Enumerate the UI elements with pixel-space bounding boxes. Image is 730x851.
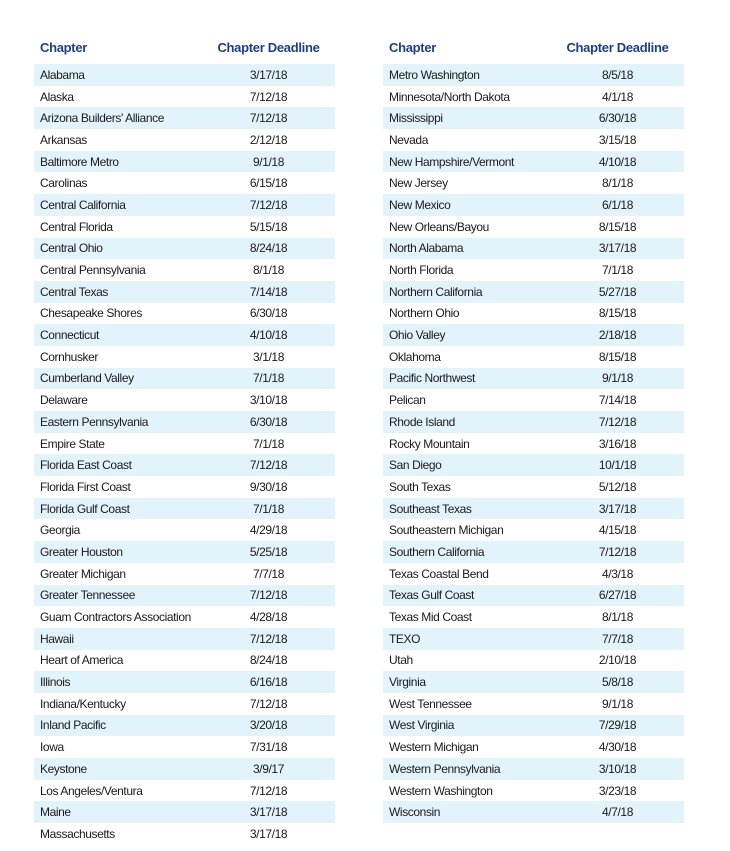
chapter-name-cell: Delaware <box>40 393 88 408</box>
deadline-cell: 7/12/18 <box>249 696 288 711</box>
chapter-name-cell: Florida Gulf Coast <box>40 501 130 516</box>
chapter-name-cell: Cumberland Valley <box>40 371 134 386</box>
deadline-cell: 6/15/18 <box>249 176 288 191</box>
table-row <box>34 606 335 628</box>
deadline-cell: 3/17/18 <box>598 501 637 516</box>
chapter-name-cell: Utah <box>389 653 413 668</box>
deadline-cell: 7/14/18 <box>598 393 637 408</box>
table-row <box>383 64 684 86</box>
chapter-column-header: Chapter <box>389 39 437 55</box>
table-row <box>383 563 684 585</box>
chapter-name-cell: Georgia <box>40 523 80 538</box>
table-row <box>383 454 684 476</box>
table-row <box>34 736 335 758</box>
table-row <box>34 324 335 346</box>
table-row <box>383 216 684 238</box>
deadline-column-header: Chapter Deadline <box>566 39 669 55</box>
table-row <box>34 650 335 672</box>
chapter-name-cell: Rhode Island <box>389 414 455 429</box>
deadline-cell: 7/29/18 <box>598 718 637 733</box>
table-row <box>34 368 335 390</box>
table-row <box>383 259 684 281</box>
deadline-cell: 7/12/18 <box>598 544 637 559</box>
deadline-cell: 3/1/18 <box>253 349 284 364</box>
deadline-cell: 3/17/18 <box>249 805 288 820</box>
deadline-cell: 7/1/18 <box>253 371 284 386</box>
deadline-cell: 7/14/18 <box>249 284 288 299</box>
table-header <box>383 36 684 58</box>
deadline-cell: 7/1/18 <box>602 263 633 278</box>
deadline-cell: 4/3/18 <box>602 566 633 581</box>
chapter-name-cell: Arizona Builders' Alliance <box>40 111 164 126</box>
table-row <box>34 238 335 260</box>
chapter-name-cell: Central Ohio <box>40 241 103 256</box>
chapter-name-cell: Carolinas <box>40 176 88 191</box>
chapter-name-cell: Texas Gulf Coast <box>389 588 474 603</box>
deadline-cell: 8/5/18 <box>602 67 633 82</box>
chapter-name-cell: Ohio Valley <box>389 328 446 343</box>
deadline-cell: 5/27/18 <box>598 284 637 299</box>
chapter-name-cell: North Alabama <box>389 241 464 256</box>
chapter-name-cell: Keystone <box>40 761 87 776</box>
table-row <box>34 86 335 108</box>
deadline-cell: 3/15/18 <box>598 132 637 147</box>
table-row <box>34 628 335 650</box>
chapter-name-cell: Cornhusker <box>40 349 99 364</box>
table-row <box>383 194 684 216</box>
chapter-name-cell: Central California <box>40 197 126 212</box>
table-row <box>383 693 684 715</box>
deadline-cell: 3/20/18 <box>249 718 288 733</box>
chapter-name-cell: New Hampshire/Vermont <box>389 154 514 169</box>
chapter-name-cell: Western Washington <box>389 783 493 798</box>
table-row <box>34 151 335 173</box>
chapter-name-cell: Iowa <box>40 740 64 755</box>
table-row <box>34 194 335 216</box>
table-row <box>383 411 684 433</box>
chapter-name-cell: Northern California <box>389 284 483 299</box>
deadline-cell: 9/30/18 <box>249 479 288 494</box>
deadline-cell: 9/1/18 <box>602 696 633 711</box>
deadline-cell: 7/31/18 <box>249 740 288 755</box>
table-row <box>383 238 684 260</box>
deadline-cell: 7/1/18 <box>253 436 284 451</box>
table-row <box>34 172 335 194</box>
table-row <box>34 281 335 303</box>
deadline-cell: 5/8/18 <box>602 675 633 690</box>
deadline-cell: 5/12/18 <box>598 479 637 494</box>
deadline-cell: 9/1/18 <box>253 154 284 169</box>
chapter-name-cell: South Texas <box>389 479 451 494</box>
chapter-name-cell: Northern Ohio <box>389 306 460 321</box>
chapter-name-cell: Maine <box>40 805 71 820</box>
deadline-cell: 3/17/18 <box>249 826 288 841</box>
chapter-name-cell: Alabama <box>40 67 85 82</box>
deadline-cell: 7/12/18 <box>249 111 288 126</box>
chapter-name-cell: Central Texas <box>40 284 108 299</box>
chapter-name-cell: Eastern Pennsylvania <box>40 414 149 429</box>
table-row <box>34 693 335 715</box>
deadline-cell: 8/1/18 <box>253 263 284 278</box>
deadline-cell: 4/7/18 <box>602 805 633 820</box>
table-row <box>383 172 684 194</box>
chapter-name-cell: Central Pennsylvania <box>40 263 146 278</box>
deadline-cell: 2/10/18 <box>598 653 637 668</box>
chapter-name-cell: Minnesota/North Dakota <box>389 89 510 104</box>
chapter-name-cell: Alaska <box>40 89 74 104</box>
deadline-cell: 10/1/18 <box>598 458 637 473</box>
chapter-name-cell: New Jersey <box>389 176 448 191</box>
table-row <box>34 498 335 520</box>
table-row <box>383 433 684 455</box>
table-row <box>383 606 684 628</box>
table-row <box>34 303 335 325</box>
chapter-name-cell: Oklahoma <box>389 349 441 364</box>
chapter-name-cell: Hawaii <box>40 631 74 646</box>
table-row <box>383 801 684 823</box>
chapter-name-cell: New Mexico <box>389 197 451 212</box>
table-row <box>383 389 684 411</box>
table-row <box>34 64 335 86</box>
deadline-cell: 7/1/18 <box>253 501 284 516</box>
chapter-name-cell: Pacific Northwest <box>389 371 475 386</box>
table-row <box>34 715 335 737</box>
deadline-cell: 3/16/18 <box>598 436 637 451</box>
chapter-name-cell: Texas Mid Coast <box>389 610 472 625</box>
table-row <box>383 129 684 151</box>
table-row <box>383 628 684 650</box>
chapter-name-cell: Southeast Texas <box>389 501 472 516</box>
deadline-cell: 8/15/18 <box>598 306 637 321</box>
table-row <box>383 151 684 173</box>
table-row <box>34 585 335 607</box>
chapter-column-header: Chapter <box>40 39 88 55</box>
chapter-name-cell: West Virginia <box>389 718 455 733</box>
table-header <box>34 36 335 58</box>
chapter-name-cell: Western Michigan <box>389 740 479 755</box>
table-row <box>383 780 684 802</box>
deadline-cell: 2/18/18 <box>598 328 637 343</box>
deadline-cell: 8/15/18 <box>598 219 637 234</box>
chapter-name-cell: TEXO <box>389 631 421 646</box>
table-row <box>34 563 335 585</box>
chapter-name-cell: Pelican <box>389 393 426 408</box>
deadline-cell: 7/7/18 <box>602 631 633 646</box>
table-row <box>34 519 335 541</box>
chapter-name-cell: New Orleans/Bayou <box>389 219 489 234</box>
deadline-cell: 5/25/18 <box>249 544 288 559</box>
table-row <box>34 541 335 563</box>
table-row <box>383 281 684 303</box>
chapter-name-cell: Chesapeake Shores <box>40 306 142 321</box>
deadline-cell: 9/1/18 <box>602 371 633 386</box>
table-row <box>34 107 335 129</box>
table-row <box>383 107 684 129</box>
deadline-cell: 3/17/18 <box>249 67 288 82</box>
deadline-cell: 7/12/18 <box>249 89 288 104</box>
table-row <box>34 216 335 238</box>
deadline-column-header: Chapter Deadline <box>217 39 320 55</box>
table-row <box>34 671 335 693</box>
chapter-name-cell: Florida First Coast <box>40 479 131 494</box>
table-row <box>34 129 335 151</box>
deadline-cell: 4/10/18 <box>598 154 637 169</box>
chapter-name-cell: Heart of America <box>40 653 123 668</box>
table-row <box>34 476 335 498</box>
chapter-name-cell: Mississippi <box>389 111 443 126</box>
chapter-name-cell: Rocky Mountain <box>389 436 470 451</box>
deadline-cell: 4/1/18 <box>602 89 633 104</box>
chapter-name-cell: San Diego <box>389 458 442 473</box>
deadline-cell: 3/10/18 <box>249 393 288 408</box>
table-row <box>34 433 335 455</box>
table-row <box>34 411 335 433</box>
table-row <box>34 346 335 368</box>
chapter-name-cell: West Tennessee <box>389 696 472 711</box>
table-row <box>34 758 335 780</box>
table-row <box>34 389 335 411</box>
deadline-cell: 6/30/18 <box>249 414 288 429</box>
chapter-name-cell: Arkansas <box>40 132 87 147</box>
deadline-cell: 7/12/18 <box>249 197 288 212</box>
table-row <box>383 585 684 607</box>
deadline-cell: 7/12/18 <box>249 588 288 603</box>
deadline-cell: 8/24/18 <box>249 241 288 256</box>
table-body <box>34 64 335 845</box>
right-deadline-table <box>383 36 684 823</box>
deadline-cell: 6/30/18 <box>249 306 288 321</box>
deadline-cell: 7/7/18 <box>253 566 284 581</box>
table-row <box>383 519 684 541</box>
deadline-cell: 8/24/18 <box>249 653 288 668</box>
table-row <box>34 823 335 845</box>
chapter-name-cell: Los Angeles/Ventura <box>40 783 143 798</box>
deadline-cell: 4/28/18 <box>249 610 288 625</box>
table-row <box>383 758 684 780</box>
table-row <box>383 303 684 325</box>
table-row <box>383 324 684 346</box>
chapter-name-cell: Texas Coastal Bend <box>389 566 489 581</box>
deadline-cell: 6/16/18 <box>249 675 288 690</box>
chapter-name-cell: Western Pennsylvania <box>389 761 501 776</box>
chapter-name-cell: Florida East Coast <box>40 458 132 473</box>
table-row <box>383 476 684 498</box>
table-row <box>34 780 335 802</box>
deadline-cell: 8/1/18 <box>602 176 633 191</box>
deadline-cell: 6/30/18 <box>598 111 637 126</box>
chapter-name-cell: Greater Houston <box>40 544 123 559</box>
table-row <box>383 671 684 693</box>
table-row <box>34 454 335 476</box>
table-row <box>34 259 335 281</box>
table-row <box>383 368 684 390</box>
deadline-cell: 8/1/18 <box>602 610 633 625</box>
chapter-name-cell: North Florida <box>389 263 454 278</box>
chapter-name-cell: Greater Michigan <box>40 566 126 581</box>
deadline-cell: 4/29/18 <box>249 523 288 538</box>
chapter-name-cell: Central Florida <box>40 219 113 234</box>
deadline-cell: 7/12/18 <box>249 631 288 646</box>
table-row <box>383 346 684 368</box>
chapter-name-cell: Virginia <box>389 675 426 690</box>
deadline-cell: 8/15/18 <box>598 349 637 364</box>
deadline-cell: 7/12/18 <box>249 458 288 473</box>
chapter-name-cell: Indiana/Kentucky <box>40 696 126 711</box>
chapter-name-cell: Illinois <box>40 675 71 690</box>
deadline-cell: 2/12/18 <box>249 132 288 147</box>
chapter-name-cell: Guam Contractors Association <box>40 610 191 625</box>
table-body <box>383 64 684 823</box>
deadline-cell: 4/30/18 <box>598 740 637 755</box>
left-deadline-table <box>34 36 335 845</box>
deadline-cell: 6/1/18 <box>602 197 633 212</box>
deadline-cell: 7/12/18 <box>249 783 288 798</box>
chapter-name-cell: Inland Pacific <box>40 718 106 733</box>
chapter-name-cell: Baltimore Metro <box>40 154 119 169</box>
deadline-cell: 3/17/18 <box>598 241 637 256</box>
chapter-name-cell: Southern California <box>389 544 485 559</box>
table-row <box>383 541 684 563</box>
chapter-name-cell: Wisconsin <box>389 805 441 820</box>
table-row <box>383 86 684 108</box>
deadline-cell: 6/27/18 <box>598 588 637 603</box>
deadline-cell: 4/15/18 <box>598 523 637 538</box>
chapter-name-cell: Southeastern Michigan <box>389 523 504 538</box>
table-row <box>383 650 684 672</box>
table-row <box>383 715 684 737</box>
deadline-cell: 3/10/18 <box>598 761 637 776</box>
chapter-name-cell: Connecticut <box>40 328 99 343</box>
deadline-cell: 3/9/17 <box>253 761 284 776</box>
table-row <box>383 498 684 520</box>
chapter-name-cell: Massachusetts <box>40 826 115 841</box>
deadline-cell: 7/12/18 <box>598 414 637 429</box>
chapter-name-cell: Greater Tennessee <box>40 588 136 603</box>
chapter-name-cell: Metro Washington <box>389 67 480 82</box>
chapter-name-cell: Nevada <box>389 132 428 147</box>
deadline-cell: 5/15/18 <box>249 219 288 234</box>
chapter-name-cell: Empire State <box>40 436 105 451</box>
deadline-cell: 4/10/18 <box>249 328 288 343</box>
table-row <box>383 736 684 758</box>
deadline-cell: 3/23/18 <box>598 783 637 798</box>
table-row <box>34 801 335 823</box>
